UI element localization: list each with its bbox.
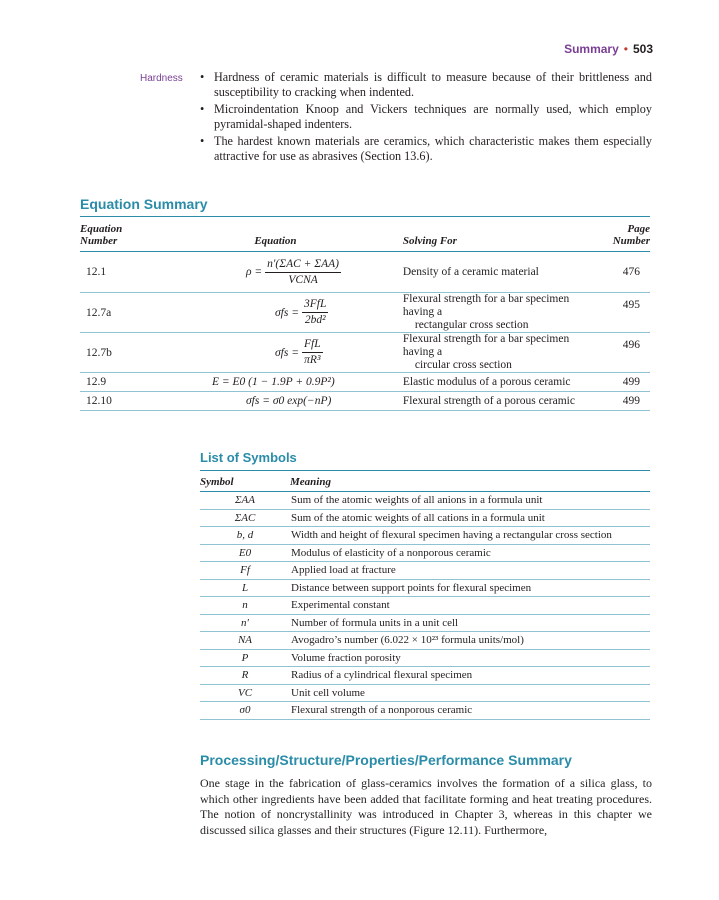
symbol: ΣAA [200, 492, 290, 510]
equation-lhs: σfs = [275, 306, 299, 319]
separator-dot-icon: • [623, 42, 628, 56]
symbol: Ff [200, 562, 290, 580]
symbols-table [200, 470, 650, 720]
meaning: Distance between support points for flexural specimen [290, 579, 650, 597]
psp-paragraph: One stage in the fabrication of glass-ceramics involves the formation of a silica glass, to which other ingredients have been added that facilitate forming and heat treating procedures. The notion of noncrystallinity was introduced in Chapter 3, whereas in this chapter we discussed silica glasses and their structures (Figure 12.11). Furthermore, [200, 776, 652, 837]
symbol-row [200, 702, 650, 720]
meaning: Sum of the atomic weights of all cations in a formula unit [290, 509, 650, 527]
solving-for: Flexural strength for a bar specimen having a rectangular cross section [403, 293, 594, 333]
symbol: ΣAC [200, 509, 290, 527]
solving-for: Flexural strength of a porous ceramic [403, 392, 594, 411]
section-name: Summary [564, 42, 619, 56]
equation-number: 12.7b [80, 333, 148, 373]
symbol: L [200, 579, 290, 597]
header-equation-number: Equation Number [80, 217, 148, 252]
symbol: NA [200, 632, 290, 650]
equation-lhs: σfs = [275, 346, 299, 359]
page-ref: 499 [594, 392, 650, 411]
equation-number: 12.1 [80, 252, 148, 293]
symbol-row [200, 614, 650, 632]
symbol: R [200, 667, 290, 685]
meaning: Avogadro’s number (6.022 × 10²³ formula units/mol) [290, 632, 650, 650]
equation-number: 12.10 [80, 392, 148, 411]
hardness-bullets [200, 70, 652, 166]
margin-label-hardness: Hardness [140, 73, 183, 84]
meaning: Applied load at fracture [290, 562, 650, 580]
symbol: n [200, 597, 290, 615]
header-equation: Equation [148, 217, 403, 252]
symbol-row [200, 649, 650, 667]
equation-row [80, 392, 650, 411]
meaning: Sum of the atomic weights of all anions in a formula unit [290, 492, 650, 510]
symbol: b, d [200, 527, 290, 545]
meaning: Number of formula units in a unit cell [290, 614, 650, 632]
equation-inline: σfs = σ0 exp(−nP) [148, 392, 403, 411]
equation-lhs: ρ = [246, 266, 263, 278]
equation-number: 12.7a [80, 293, 148, 333]
page-ref: 499 [594, 373, 650, 392]
symbol: VC [200, 684, 290, 702]
equation-number: 12.9 [80, 373, 148, 392]
equation-row [80, 333, 650, 373]
equation-summary-table [80, 216, 650, 411]
symbol-row [200, 527, 650, 545]
symbol: E0 [200, 544, 290, 562]
symbol-row [200, 509, 650, 527]
symbol: σ0 [200, 702, 290, 720]
header-meaning: Meaning [290, 471, 650, 492]
symbol-row [200, 492, 650, 510]
symbol: P [200, 649, 290, 667]
page-ref: 495 [594, 293, 650, 333]
header-page-number: Page Number [594, 217, 650, 252]
page-number: 503 [632, 42, 653, 56]
page-ref: 496 [594, 333, 650, 373]
bullet-item: • Hardness of ceramic materials is difficult to measure because of their brittleness and susceptibility to cracking when indented. [200, 70, 652, 100]
solving-for: Flexural strength for a bar specimen having a circular cross section [403, 333, 594, 373]
page-ref: 476 [594, 252, 650, 293]
meaning: Experimental constant [290, 597, 650, 615]
equation-row [80, 373, 650, 392]
psp-summary-heading: Processing/Structure/Properties/Performance Summary [200, 752, 572, 768]
symbol-row [200, 667, 650, 685]
equation-summary-heading: Equation Summary [80, 196, 208, 212]
symbol-row [200, 544, 650, 562]
header-symbol: Symbol [200, 471, 290, 492]
meaning: Unit cell volume [290, 684, 650, 702]
meaning: Radius of a cylindrical flexural specimen [290, 667, 650, 685]
meaning: Volume fraction porosity [290, 649, 650, 667]
equation-fraction: $\frac{\text{FfL}}{\text{πR³}}$ [303, 338, 321, 366]
equation-row [80, 293, 650, 333]
symbol-row [200, 632, 650, 650]
bullet-item: • The hardest known materials are ceramics, which characteristic makes them especially attractive for use as abrasives (Section 13.6). [200, 134, 652, 164]
symbol-row [200, 684, 650, 702]
meaning: Width and height of flexural specimen having a rectangular cross section [290, 527, 650, 545]
solving-for: Density of a ceramic material [403, 252, 594, 293]
list-of-symbols-heading: List of Symbols [200, 450, 297, 465]
symbol-row [200, 579, 650, 597]
running-header [564, 42, 653, 56]
solving-for: Elastic modulus of a porous ceramic [403, 373, 594, 392]
symbol-row [200, 597, 650, 615]
symbol-row [200, 562, 650, 580]
header-solving-for: Solving For [403, 217, 594, 252]
meaning: Modulus of elasticity of a nonporous ceramic [290, 544, 650, 562]
bullet-item: • Microindentation Knoop and Vickers techniques are normally used, which employ pyramidal-shaped indenters. [200, 102, 652, 132]
symbol: n′ [200, 614, 290, 632]
equation-inline: E = E0 (1 − 1.9P + 0.9P²) [148, 373, 403, 392]
equation-row [80, 252, 650, 293]
meaning: Flexural strength of a nonporous ceramic [290, 702, 650, 720]
equation-fraction: $\frac{\text{n′(ΣAC + ΣAA)}}{\text{VCNA}}$ [267, 257, 340, 286]
equation-fraction: $\frac{\text{3FfL}}{\text{2bd²}}$ [303, 298, 327, 326]
